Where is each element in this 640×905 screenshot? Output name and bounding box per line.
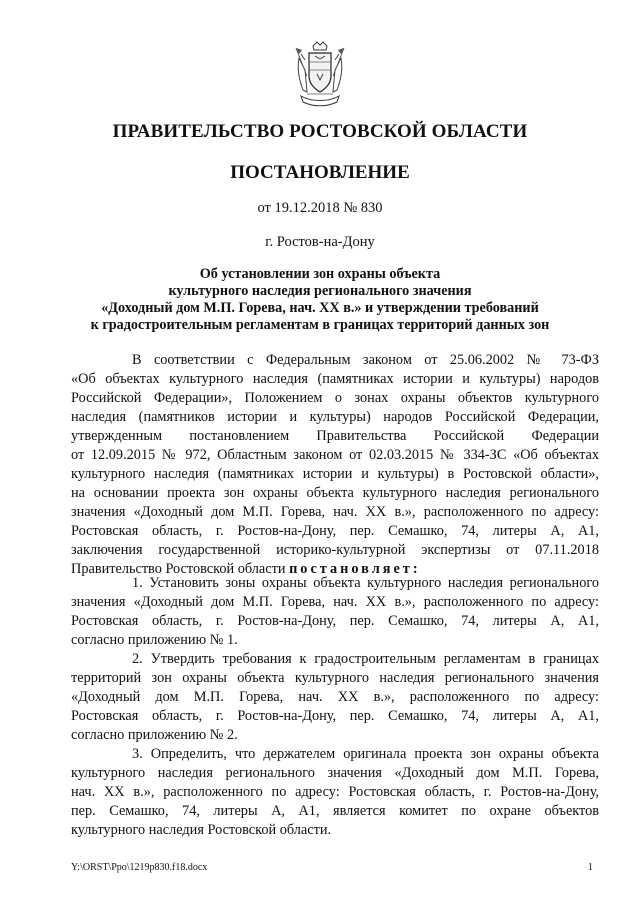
title-line: к градостроительным регламентам в границах территорий данных зон [90,317,550,333]
paragraph-line: В соответствии с Федеральным законом от 25.06.2002 № 73-ФЗ [132,352,599,368]
paragraph-line: утвержденным постановлением Правительства Российской Федерации [71,428,599,444]
item-2-paragraph [71,650,599,745]
paragraph-line: «Доходный дом М.П. Горева, нач. XX в.», расположенного по адресу: [71,689,599,705]
title-line: «Доходный дом М.П. Горева, нач. XX в.» и утверждении требований [101,300,539,316]
organization-name: ПРАВИТЕЛЬСТВО РОСТОВСКОЙ ОБЛАСТИ [112,121,528,142]
paragraph-line: значения «Доходный дом М.П. Горева, нач. XX в.», расположенного по адресу: [71,504,599,520]
paragraph-line: «Об объектах культурного наследия (памятниках истории и культуры) народов [71,371,599,387]
paragraph-line: территорий зон охраны объекта культурного наследия регионального значения [71,670,599,686]
paragraph-line: 2. Утвердить требования к градостроительным регламентам в границах [132,651,599,667]
paragraph-line: 3. Определить, что держателем оригинала проекта зон охраны объекта [132,746,599,762]
document-title [70,266,570,334]
document-type: ПОСТАНОВЛЕНИЕ [230,162,410,183]
paragraph-line: 1. Установить зоны охраны объекта культурного наследия регионального [132,575,599,591]
paragraph-line: на основании проекта зон охраны объекта культурного наследия регионального [71,485,599,501]
city: г. Ростов-на-Дону [265,234,375,250]
paragraph-line: согласно приложению № 1. [71,632,238,648]
paragraph-line: Ростовская область, г. Ростов-на-Дону, пер. Семашко, 74, литеры А, А1, [71,613,599,629]
paragraph-line: согласно приложению № 2. [71,727,238,743]
coat-of-arms-icon [293,40,347,110]
item-3-paragraph [71,745,599,840]
paragraph-line: Российской Федерации», Положением о зонах охраны объектов культурного [71,390,599,406]
date-and-number: от 19.12.2018 № 830 [257,200,383,216]
paragraph-line: культурного наследия (памятниках истории и культуры) в Ростовской области», [71,466,599,482]
paragraph-line: от 12.09.2015 № 972, Областным законом от 02.03.2015 № 334-ЗС «Об объектах [71,447,599,463]
file-path: Y:\ORST\Ppo\1219p830.f18.docx [71,862,208,873]
paragraph-line: культурного наследия регионального значения «Доходный дом М.П. Горева, [71,765,599,781]
paragraph-line: нач. XX в.», расположенного по адресу: Ростовская область, г. Ростов-на-Дону, [71,784,599,800]
paragraph-line: наследия (памятников истории и культуры) народов Российской Федерации, [71,409,599,425]
title-line: культурного наследия регионального значения [168,283,472,299]
page-number: 1 [588,862,593,873]
title-line: Об установлении зон охраны объекта [199,266,441,282]
paragraph-line: Ростовская область, г. Ростов-на-Дону, пер. Семашко, 74, литеры А, А1, [71,523,599,539]
paragraph-line: пер. Семашко, 74, литеры А, А1, является комитет по охране объектов [71,803,599,819]
item-1-paragraph [71,574,599,650]
government-text: Правительство Ростовской области [71,561,290,577]
paragraph-line: Ростовская область, г. Ростов-на-Дону, пер. Семашко, 74, литеры А, А1, [71,708,599,724]
preamble-paragraph [71,351,599,579]
paragraph-line: значения «Доходный дом М.П. Горева, нач. XX в.», расположенного по адресу: [71,594,599,610]
decree-word: постановляет: [289,561,421,577]
paragraph-line: заключения государственной историко-культурной экспертизы от 07.11.2018 [71,542,599,558]
paragraph-line: культурного наследия Ростовской области. [71,822,332,838]
